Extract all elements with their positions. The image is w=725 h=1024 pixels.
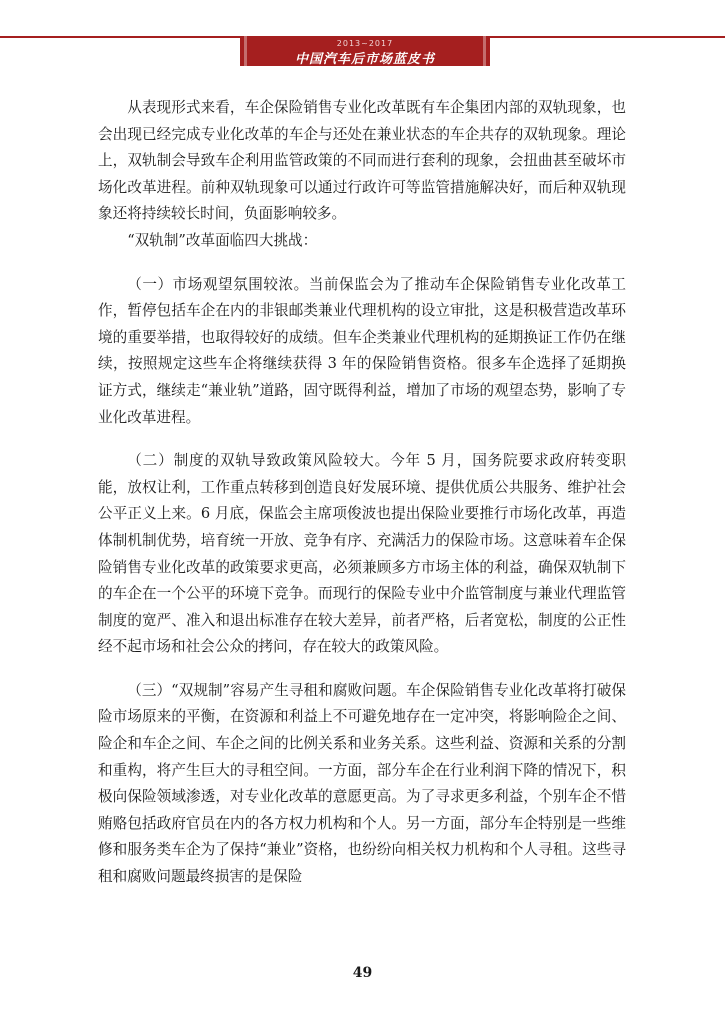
header-years: 2013~2017 xyxy=(336,39,394,48)
banner-edge-right xyxy=(483,36,486,66)
header-banner xyxy=(240,36,490,66)
header-rule-left xyxy=(0,36,246,38)
page-number: 49 xyxy=(352,965,373,981)
body-text xyxy=(98,95,626,891)
paragraph-challenge-3: （三）“双规制”容易产生寻租和腐败问题。车企保险销售专业化改革将打破保险市场原来的平衡，在资源和利益上不可避免地存在一定冲突，将影响险企之间、险企和车企之间、车企之间的比例关系和业务关系。这些利益、资源和关系的分割和重构，将产生巨大的寻租空间。一方面，部分车企在行业利润下降的情况下，积极向保险领域渗透，对专业化改革的意愿更高。为了寻求更多利益，个别车企不惜贿赂包括政府官员在内的各方权力机构和个人。另一方面，部分车企特别是一些维修和服务类车企为了保持“兼业”资格，也纷纷向相关权力机构和个人寻租。这些寻租和腐败问题最终损害的是保险 xyxy=(98,681,626,886)
header-rule-right xyxy=(487,36,725,38)
paragraph-intro: 从表现形式来看，车企保险销售专业化改革既有车企集团内部的双轨现象，也会出现已经完成专业化改革的车企与还处在兼业状态的车企共存的双轨现象。理论上，双轨制会导致车企利用监管政策的不同而进行套利的现象，会扭曲甚至破坏市场化改革进程。前种双轨现象可以通过行政许可等监管措施解决好，而后种双轨现象还将持续较长时间，负面影响较多。 xyxy=(98,99,626,223)
paragraph-challenge-2: （二）制度的双轨导致政策风险较大。今年 5 月，国务院要求政府转变职能，放权让利，工作重点转移到创造良好发展环境、提供优质公共服务、维护社会公平正义上来。6 月底，保监会主席项俊波也提出保险业要推行市场化改革，再造体制机制优势，培育统一开放、竞争有序、充满活力的保险市场。这意味着车企保险销售专业化改革的政策要求更高，必须兼顾多方市场主体的利益，确保双轨制下的车企在一个公平的环境下竞争。而现行的保险专业中介监管制度与兼业代理监管制度的宽严、准入和退出标准存在较大差异，前者严格，后者宽松，制度的公正性经不起市场和社会公众的拷问，存在较大的政策风险。 xyxy=(98,452,626,656)
paragraph-challenge-1: （一）市场观望氛围较浓。当前保监会为了推动车企保险销售专业化改革工作，暂停包括车企在内的非银邮类兼业代理机构的设立审批，这是积极营造改革环境的重要举措，也取得较好的成绩。但车企类兼业代理机构的延期换证工作仍在继续，按照规定这些车企将继续获得 3 年的保险销售资格。很多车企选择了延期换证方式，继续走“兼业轨”道路，固守既得利益，增加了市场的观望态势，影响了专业化改革进程。 xyxy=(98,275,626,426)
paragraph-challenges-heading: “双轨制”改革面临四大挑战： xyxy=(127,231,318,249)
header-title: 中国汽车后市场蓝皮书 xyxy=(294,52,435,67)
